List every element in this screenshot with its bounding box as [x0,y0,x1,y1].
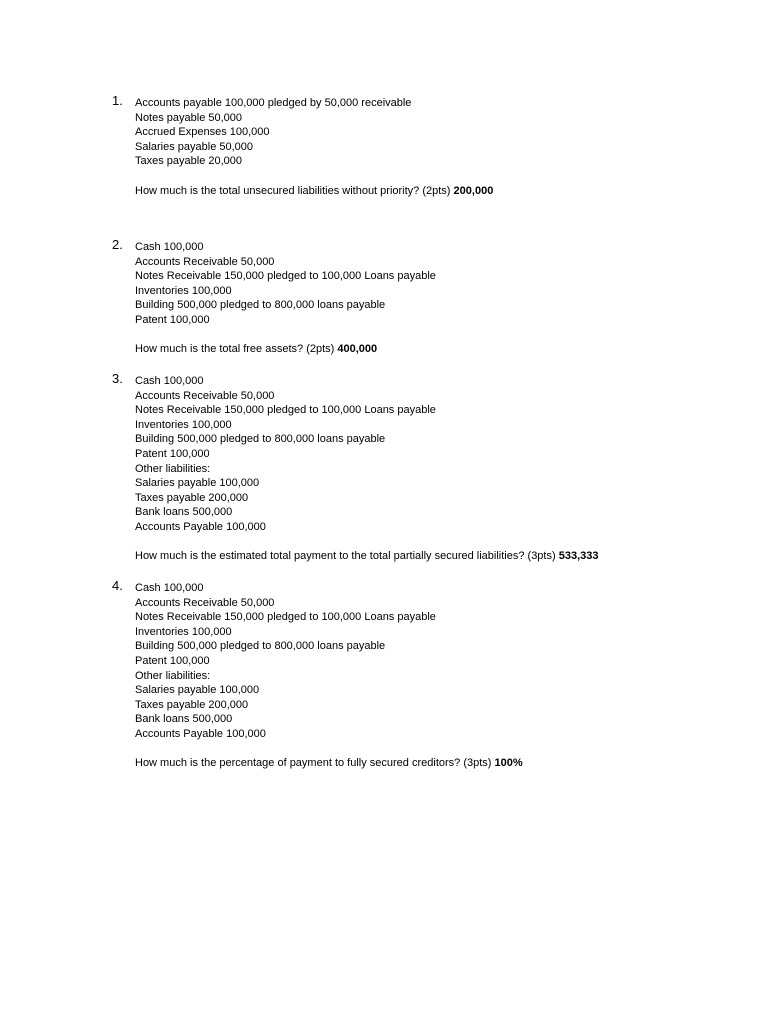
question-line: Accounts Payable 100,000 [135,727,266,740]
question-number: 2. [112,237,123,252]
question-line: Accounts payable 100,000 pledged by 50,000 receivable [135,97,412,109]
question-line: Inventories 100,000 [135,625,232,638]
question-answer: 533,333 [558,550,599,563]
question-line: Building 500,000 pledged to 800,000 loans payable [135,299,386,312]
question-answer: 200,000 [453,184,494,197]
question-line: Building 500,000 pledged to 800,000 loans payable [135,640,386,653]
question-prompt-text: How much is the estimated total payment to the total partially secured liabilities? (3pts) [135,550,556,563]
question-answer: 400,000 [337,343,378,356]
question-line: Patent 100,000 [135,447,210,460]
question-body [135,96,493,198]
question-line: Bank loans 500,000 [135,713,233,726]
question-line: Inventories 100,000 [135,418,232,431]
question-line: Accounts Receivable 50,000 [135,255,275,268]
question-body [135,581,523,771]
question-line: Cash 100,000 [135,582,204,594]
question-line: Taxes payable 200,000 [135,491,249,504]
question-line: Taxes payable 200,000 [135,698,249,711]
question-prompt-text: How much is the total unsecured liabilities without priority? (2pts) [135,184,451,197]
question-line: Bank loans 500,000 [135,506,233,519]
question-line: Accounts Receivable 50,000 [135,596,275,609]
question-prompt [135,549,598,564]
question-line: Patent 100,000 [135,654,210,667]
question-number: 3. [112,371,123,386]
question-line: Salaries payable 50,000 [135,140,254,153]
question-line: Other liabilities: [135,669,211,682]
question-line: Notes Receivable 150,000 pledged to 100,000 Loans payable [135,270,436,283]
question-prompt [135,184,493,199]
question-body [135,240,436,357]
question-prompt-text: How much is the total free assets? (2pts) [135,343,335,356]
question-line: Building 500,000 pledged to 800,000 loans payable [135,433,386,446]
question-line: Accounts Payable 100,000 [135,520,266,533]
question-prompt [135,756,523,771]
question-line: Notes Receivable 150,000 pledged to 100,000 Loans payable [135,611,436,624]
question-line: Cash 100,000 [135,375,204,387]
question-line: Patent 100,000 [135,313,210,326]
question-line: Cash 100,000 [135,241,204,253]
question-line: Salaries payable 100,000 [135,477,260,490]
question-answer: 100% [494,757,523,770]
question-line: Notes payable 50,000 [135,111,243,124]
question-line: Notes Receivable 150,000 pledged to 100,000 Loans payable [135,404,436,417]
question-prompt-text: How much is the percentage of payment to fully secured creditors? (3pts) [135,757,492,770]
question-line: Other liabilities: [135,462,211,475]
question-line: Accounts Receivable 50,000 [135,389,275,402]
question-line: Taxes payable 20,000 [135,155,243,168]
question-body [135,374,598,564]
question-prompt [135,342,436,357]
question-line: Inventories 100,000 [135,284,232,297]
question-line: Accrued Expenses 100,000 [135,126,270,139]
question-number: 1. [112,93,123,108]
question-number: 4. [112,578,123,593]
question-line: Salaries payable 100,000 [135,684,260,697]
